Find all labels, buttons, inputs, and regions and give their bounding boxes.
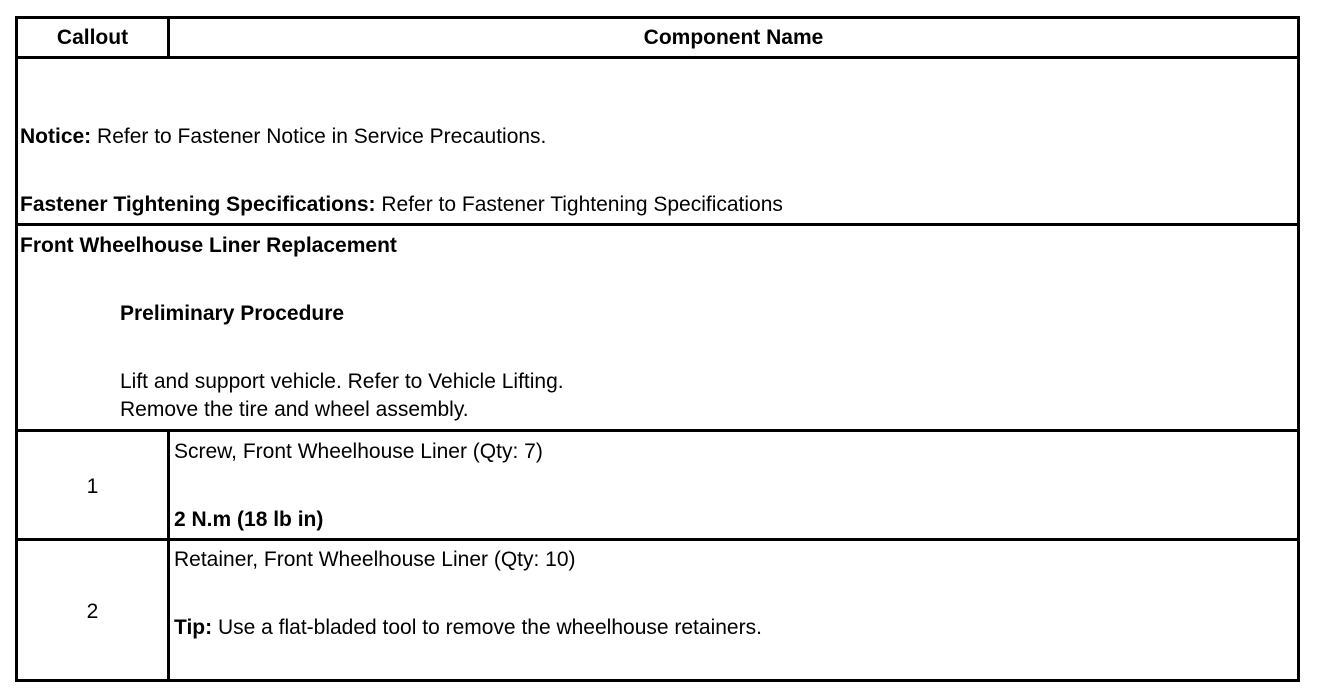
column-divider-rows: [167, 429, 170, 682]
notes-row-divider: [15, 223, 1300, 226]
row-2-tip-line: [174, 616, 762, 640]
procedure-row-divider: [15, 429, 1300, 432]
table-border-right: [1297, 16, 1300, 682]
header-callout: Callout: [56, 26, 129, 49]
component-table: [15, 16, 1300, 682]
table-border-left: [15, 16, 18, 682]
row-2-component: Retainer, Front Wheelhouse Liner (Qty: 10): [174, 548, 576, 571]
header-component-name: Component Name: [643, 26, 824, 49]
row-1-component: Screw, Front Wheelhouse Liner (Qty: 7): [174, 440, 543, 463]
fastener-spec-label: Fastener Tightening Specifications:: [20, 193, 376, 216]
preliminary-procedure-title: Preliminary Procedure: [120, 302, 345, 325]
header-row-divider: [15, 56, 1300, 59]
row-2-callout: 2: [86, 600, 99, 623]
table-border-top: [15, 16, 1300, 19]
procedure-title: Front Wheelhouse Liner Replacement: [20, 234, 397, 257]
table-border-bottom: [15, 679, 1300, 682]
notice-label: Notice:: [20, 125, 92, 148]
notice-line: [20, 125, 546, 149]
fastener-spec-text: Refer to Fastener Tightening Specifications: [375, 193, 783, 216]
row-2-tip-label: Tip:: [174, 616, 213, 639]
procedure-step: Lift and support vehicle. Refer to Vehicle Lifting.: [120, 370, 564, 393]
row-2-tip-text: Use a flat-bladed tool to remove the wheelhouse retainers.: [212, 616, 762, 639]
row-1-torque: 2 N.m (18 lb in): [174, 508, 324, 531]
procedure-step: Remove the tire and wheel assembly.: [120, 398, 469, 421]
notice-text: Refer to Fastener Notice in Service Precautions.: [91, 125, 547, 148]
fastener-spec-line: [20, 193, 783, 217]
row-1-divider: [15, 538, 1300, 541]
row-1-callout: 1: [86, 475, 99, 498]
